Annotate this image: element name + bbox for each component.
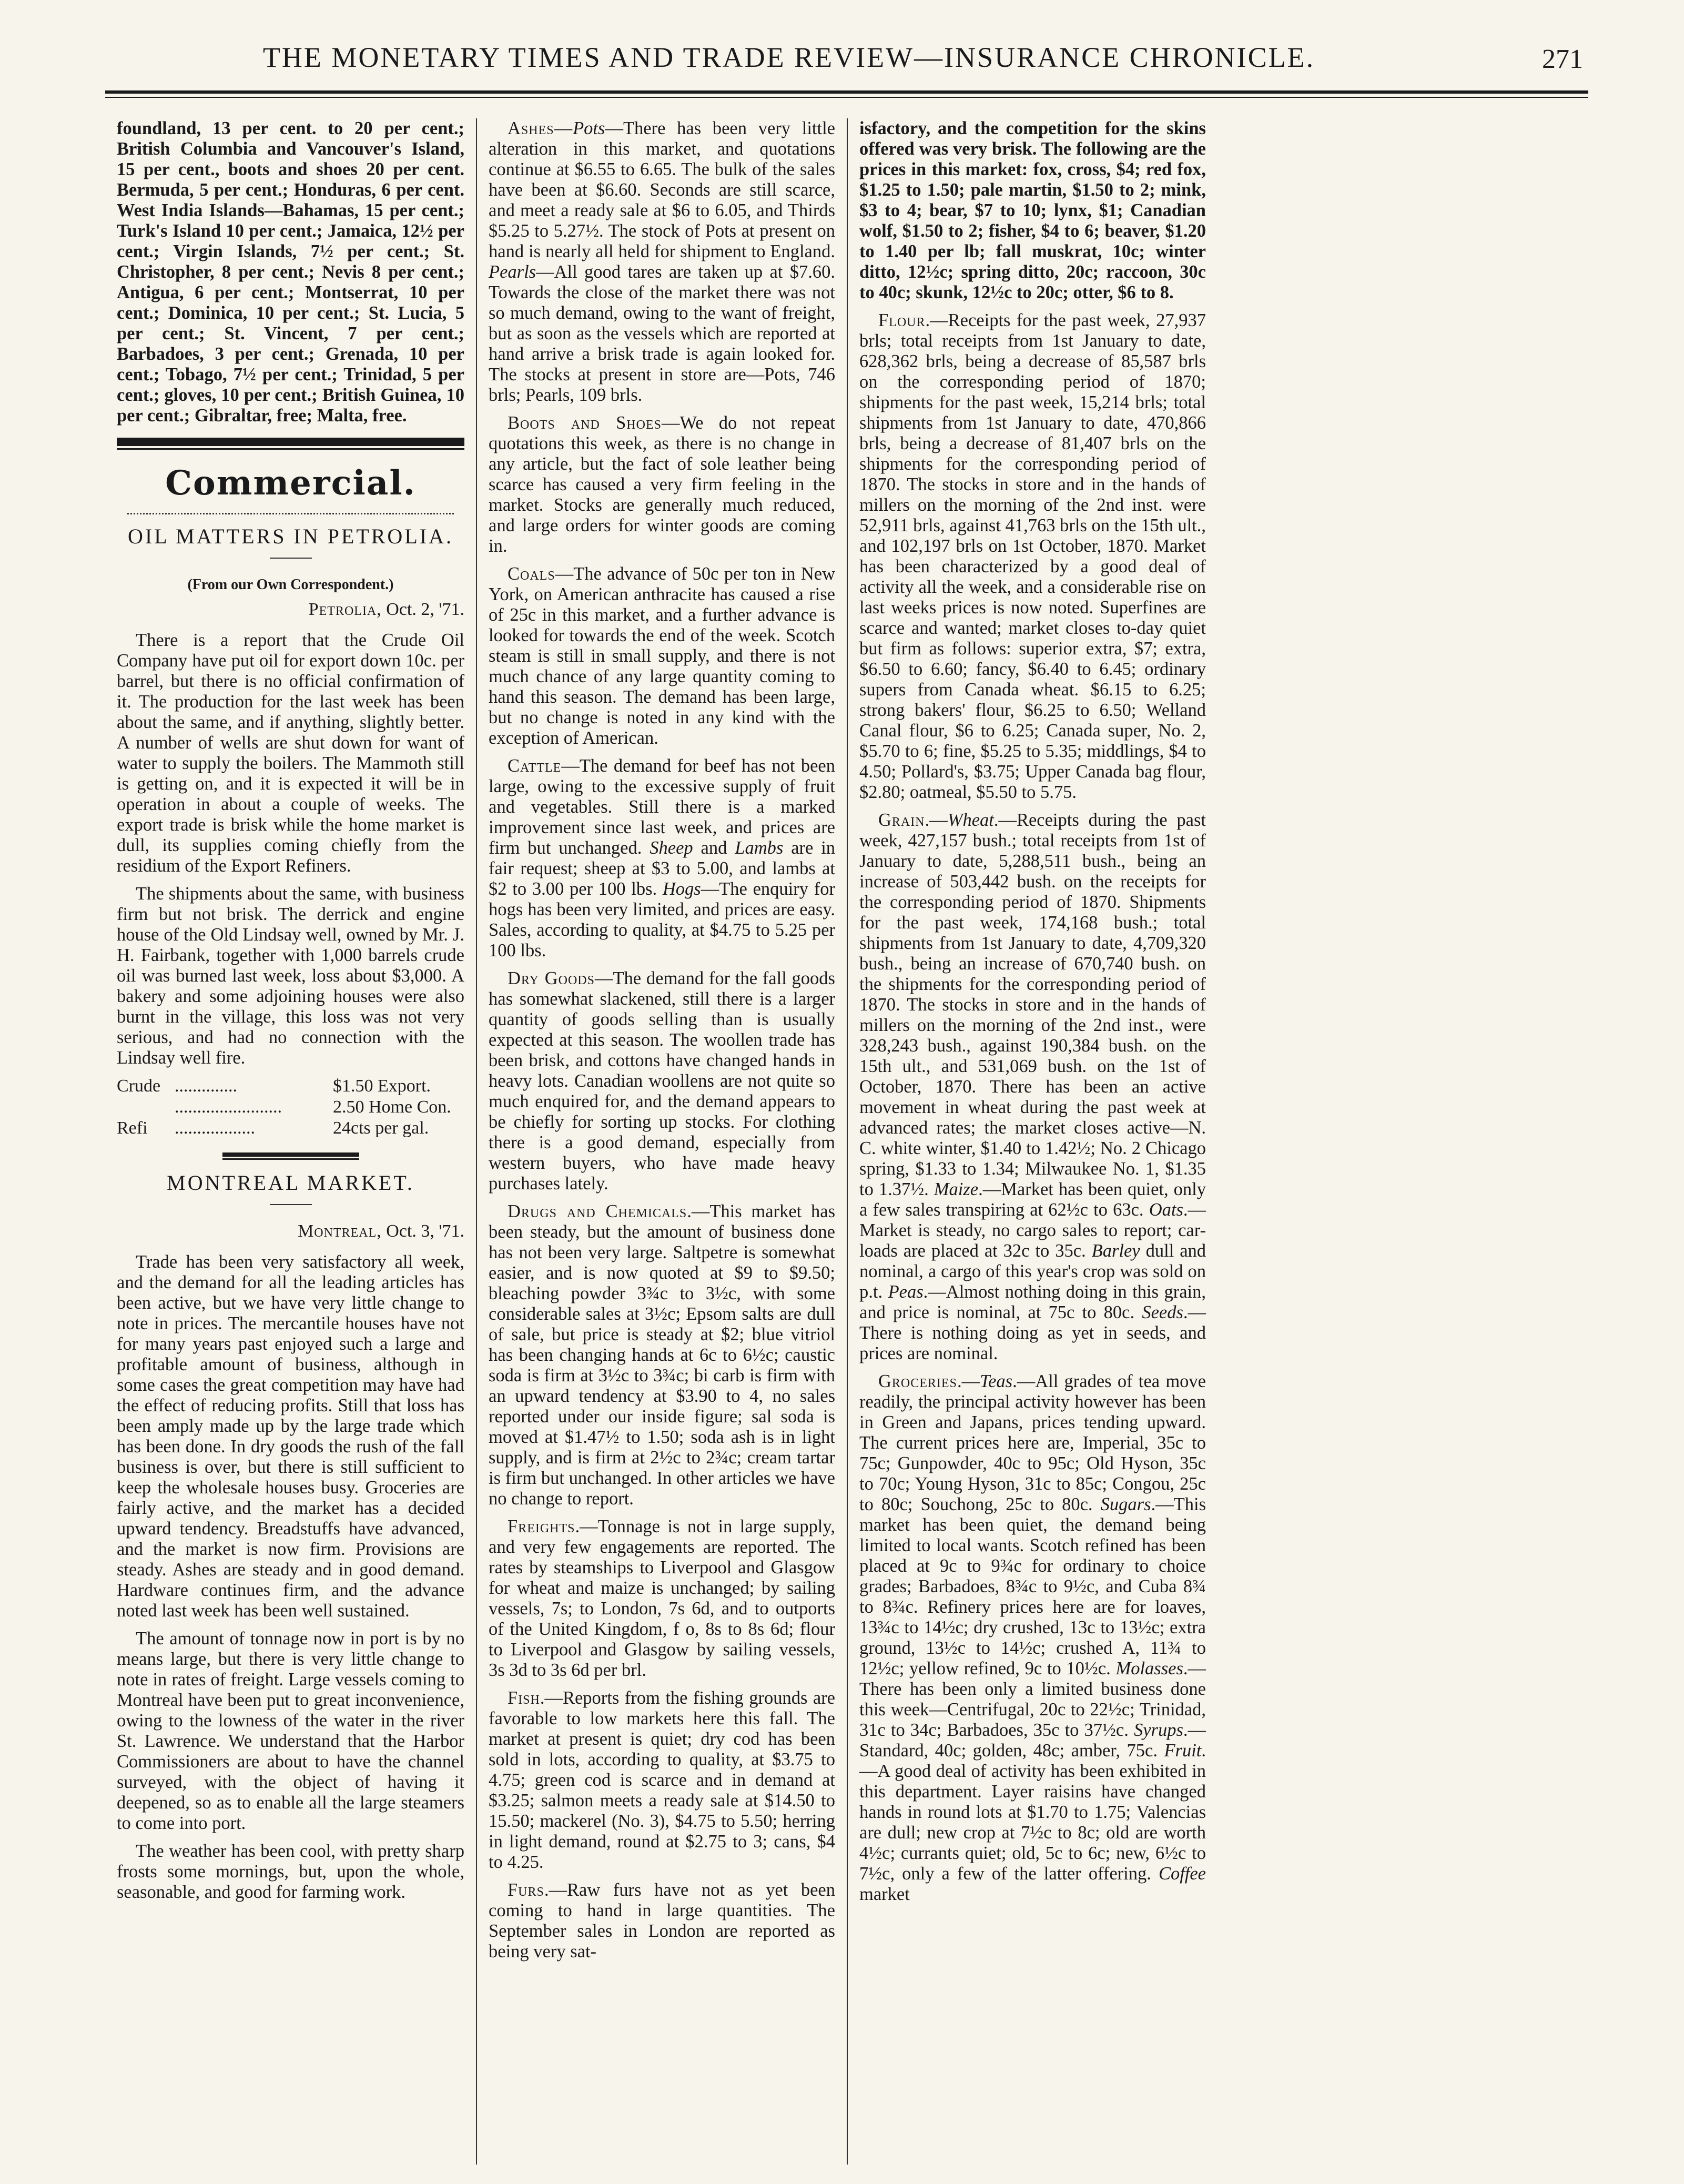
grain-text-2: .—Market has been quiet, only a few sales transpiring at 62½c to 63c.	[859, 1179, 1206, 1220]
drugs-heading: Drugs and Chemicals	[508, 1201, 687, 1221]
oil-price-row	[117, 1118, 464, 1139]
ashes-heading: Ashes—	[508, 118, 573, 138]
groceries-subheading-5: Fruit	[1164, 1741, 1202, 1761]
boots-text: —We do not repeat quotations this week, as there is no change in any article, but the fact of sole leather being scarce has caused a very firm feeling in the market. Stocks are generally much reduced, and large orders for winter goods are coming in.	[489, 413, 835, 556]
montreal-paragraph-1: Trade has been very satisfactory all week, and the demand for all the leading articles has been active, but we have very little change to note in prices. The mercantile houses have not for many years past enjoyed such a large and profitable amount of business, although in some cases the great competition may have had the effect of reducing profits. Still that loss has been amply made up by the large trade which has been done. In dry goods the rush of the fall business is over, but there is still sufficient to keep the wholesale houses busy. Groceries are fairly active, and the market has a decided upward tendency. Breadstuffs have advanced, and the market is now firm. Provisions are steady. Ashes are steady and in good demand. Hardware continues firm, and the advance noted last week has been well sustained.	[117, 1252, 464, 1621]
groceries-text-6: market	[859, 1884, 910, 1904]
furs-text: .—Raw furs have not as yet been coming to hand in large quantities. The September sales in London are reported as being very sat-	[489, 1880, 835, 1961]
grain-text: .—Receipts during the past week, 427,157 bush.; total receipts from 1st of January to date, 5,288,511 bush., being an increase of 503,442 bush. on the receipts for the corresponding period of 1870. Shipments for the past week, 174,168 bush.; total shipments from 1st January to date, 4,709,320 bush., being an increase of 670,740 bush. on the shipments for the corresponding period of 1870. The stocks in store and in the hands of millers on the morning of the 2nd inst., were 328,243 bush., against 190,384 bush. on the 15th ult., and 531,069 bush. on the 1st of October, 1870. There has been an active movement in wheat during the past week at advanced rates; the market closes active—N. C. white winter, $1.40 to 1.42½; No. 2 Chicago spring, $1.33 to 1.34; Milwaukee No. 1, $1.35 to 1.37½.	[859, 810, 1206, 1199]
page-header	[105, 37, 1588, 84]
cattle-text-3: —The enquiry for hogs has been very limited, and prices are easy. Sales, according to quality, at $4.75 to 5.25 per 100 lbs.	[489, 879, 835, 960]
oil-price-leader: ..............	[175, 1076, 237, 1096]
dry-goods-text: —The demand for the fall goods has somewhat slackened, still there is a larger quantity of goods selling than is usually expected at this season. The woollen trade has been brisk, and cottons have changed hands in heavy lots. Canadian woollens are not quite so much enquired for, and the demand appears to be chiefly for sorting up stocks. For clothing there is a good demand, especially from western buyers, who have made heavy purchases lately.	[489, 968, 835, 1194]
oil-price-label	[117, 1097, 175, 1118]
grain-subheading-5: Peas	[888, 1282, 924, 1302]
grain-subheading-4: Barley	[1091, 1241, 1140, 1261]
groceries-paragraph: Groceries.—Teas.—All grades of tea move readily, the principal activity however has been in Green and Japans, prices tending upward. The current prices here are, Imperial, 35c to 75c; Gunpowder, 40c to 95c; Old Hyson, 35c to 70c; Young Hyson, 31c to 85c; Congou, 25c to 80c; Souchong, 25c to 80c. Sugars.—This market has been quiet, the demand being limited to local wants. Scotch refined has been placed at 9c to 9¾c for ordinary to choice grades; Barbadoes, 8¾c to 9½c, and Cuba 8¾ to 8¾c. Refinery prices here are for loaves, 13¾c to 14½c; dry crushed, 13c to 13½c; extra ground, 13½c to 14½c; crushed A, 11¾ to 12½c; yellow refined, 9c to 10½c. Molasses.—There has been only a limited business done this week—Centrifugal, 20c to 22½c; Trinidad, 31c to 34c; Barbadoes, 35c to 37½c. Syrups.—Standard, 40c; golden, 48c; amber, 75c. Fruit.—A good deal of activity has been exhibited in this department. Layer raisins have changed hands in round lots at $1.70 to 1.75; Valencias are dull; new crop at 7½c to 8c; old are worth 4½c; currants quiet; old, 5c to 6c; new, 6½c to 7½c, only a few of the latter offering. Coffee market	[859, 1371, 1206, 1904]
groceries-subheading-4: Syrups	[1133, 1720, 1183, 1740]
section-rule-thin	[117, 448, 464, 450]
freights-paragraph	[489, 1516, 835, 1681]
grain-text-3: .—Market is steady, no cargo sales to report; car-loads are placed at 32c to 35c.	[859, 1200, 1206, 1261]
fish-text: .—Reports from the fishing grounds are favorable to low markets here this fall. The market at present is quiet; dry cod has been sold in lots, according to quality, at $3.75 to 4.75; green cod is scarce and in demand at $3.25; salmon meets a ready sale at $14.50 to 15.50; mackerel (No. 3), $4.75 to 5.50; herring in light demand, round at $2.75 to 3; cans, $4 to 4.25.	[489, 1688, 835, 1872]
coals-paragraph	[489, 564, 835, 749]
ashes-paragraph	[489, 118, 835, 406]
section-rule	[117, 438, 464, 446]
oil-price-value: $1.50 Export.	[333, 1076, 431, 1096]
ashes-text-2: —All good tares are taken up at $7.60. Towards the close of the market there was not so much demand, owing to the want of freight, but as soon as the vessels which are reported at hand arrive a brisk trade is again looked for. The stocks at present in store are—Pots, 746 brls; Pearls, 109 brls.	[489, 262, 835, 405]
montreal-paragraph-3: The weather has been cool, with pretty sharp frosts some mornings, but, upon the whole, seasonable, and good for farming work.	[117, 1841, 464, 1902]
oil-price-list	[117, 1076, 464, 1139]
grain-subheading: Wheat	[947, 810, 994, 830]
grain-text-4: dull and nominal, a cargo of this year's crop was sold on p.t.	[859, 1241, 1206, 1302]
article-title-montreal: MONTREAL MARKET.	[167, 1171, 414, 1195]
ashes-subheading: Pots	[573, 118, 605, 138]
running-title: THE MONETARY TIMES AND TRADE REVIEW—INSURANCE CHRONICLE.	[262, 42, 1315, 73]
ashes-subheading-2: Pearls	[489, 262, 536, 282]
fish-paragraph	[489, 1688, 835, 1873]
flour-text: .—Receipts for the past week, 27,937 brls; total receipts from 1st January to date, 628,362 brls, being a decrease of 85,587 brls on the corresponding period of 1870; shipments for the past week, 15,214 brls; total shipments from 1st January to date, 470,866 brls, being a decrease of 81,407 brls on the shipments for the corresponding period of 1870. The stocks in store and in the hands of millers on the morning of the 2nd inst. were 52,911 brls, against 41,763 brls on the 15th ult., and 102,197 brls on 1st October, 1870. Market has been characterized by a good deal of activity all the week, and a considerable rise on last weeks prices is now noted. Superfines are scarce and wanted; market closes to-day quiet but firm as follows: superior extra, $7; extra, $6.50 to 6.60; fancy, $6.40 to 6.45; ordinary supers from Canada wheat. $6.15 to 6.25; strong bakers' flour, $6.25 to 6.50; Welland Canal flour, $6 to 6.25; Canada super, No. 2, $5.70 to 6; fine, $5.25 to 5.35; middlings, $4 to 4.50; Pollard's, $3.75; Upper Canada bag flour, $2.80; oatmeal, $5.50 to 5.75.	[859, 310, 1206, 802]
groceries-text-5: .—A good deal of activity has been exhibited in this department. Layer raisins have changed hands in round lots at $1.70 to 1.75; Valencias are dull; new crop at 7½c to 8c; old are worth 4½c; currants quiet; old, 5c to 6c; new, 6½c to 7½c, only a few of the latter offering.	[859, 1741, 1206, 1884]
cattle-subheading-2: Lambs	[735, 838, 784, 858]
oil-price-label: Refi	[117, 1118, 148, 1138]
groceries-subheading: Teas	[980, 1371, 1013, 1391]
column-3	[847, 118, 1218, 2165]
flour-heading: Flour	[878, 310, 926, 330]
groceries-subheading-3: Molasses	[1115, 1659, 1183, 1679]
oil-paragraph-1: There is a report that the Crude Oil Company have put oil for export down 10c. per barrel, but there is no official confirmation of it. The production for the last week has been about the same, and if anything, slightly better. A number of wells are shut down for want of water to supply the boilers. The Mammoth still is getting on, and it is expected it will be in operation in about a couple of weeks. The export trade is brisk while the home market is dull, its supplies coming chiefly from the residium of the Export Refiners.	[117, 630, 464, 876]
fish-heading: Fish	[508, 1688, 540, 1708]
groceries-subheading-6: Coffee	[1158, 1864, 1206, 1884]
oil-price-row	[117, 1097, 464, 1118]
wavy-divider	[127, 508, 454, 514]
oil-price-value: 2.50 Home Con.	[333, 1097, 451, 1117]
groceries-subheading-2: Sugars	[1100, 1494, 1151, 1514]
grain-paragraph: Grain.—Wheat.—Receipts during the past week, 427,157 bush.; total receipts from 1st of January to date, 5,288,511 bush., being an increase of 503,442 bush. on the receipts for the corresponding period of 1870. Shipments for the past week, 174,168 bush.; total shipments from 1st January to date, 4,709,320 bush., being an increase of 670,740 bush. on the shipments for the corresponding period of 1870. The stocks in store and in the hands of millers on the morning of the 2nd inst., were 328,243 bush., against 190,384 bush. on the 15th ult., and 531,069 bush. on the 1st of October, 1870. There has been an active movement in wheat during the past week at advanced rates; the market closes active—N. C. white winter, $1.40 to 1.42½; No. 2 Chicago spring, $1.33 to 1.34; Milwaukee No. 1, $1.35 to 1.37½. Maize.—Market has been quiet, only a few sales transpiring at 62½c to 63c. Oats.—Market is steady, no cargo sales to report; car-loads are placed at 32c to 35c. Barley dull and nominal, a cargo of this year's crop was sold on p.t. Peas.—Almost nothing doing in this grain, and price is nominal, at 75c to 80c. Seeds.—There is nothing doing as yet in seeds, and prices are nominal.	[859, 810, 1206, 1363]
groceries-heading: Groceries	[878, 1371, 957, 1391]
grain-subheading-3: Oats	[1149, 1200, 1183, 1220]
furs-continued: isfactory, and the competition for the skins offered was very brisk. The following are the prices in this market: fox, cross, $4; red fox, $1.25 to 1.50; pale martin, $1.50 to 2; mink, $3 to 4; bear, $7 to 10; lynx, $1; Canadian wolf, $1.50 to 2; fisher, $4 to 6; beaver, $1.20 to 1.40 per lb; fall muskrat, 10c; winter ditto, 12½c; spring ditto, 20c; raccoon, 30c to 40c; skunk, 12½c to 20c; otter, $6 to 8.	[859, 118, 1206, 302]
grain-subheading-6: Seeds	[1142, 1302, 1183, 1322]
column-1	[105, 118, 476, 2165]
grain-subheading-2: Maize	[934, 1179, 979, 1199]
drugs-text: .—This market has been steady, but the amount of business done has not been very large. Saltpetre is somewhat easier, and is now quoted at $9 to $9.50; bleaching powder 3¾c to 3½c, with some considerable sales at 3½c; Epsom salts are dull of sale, but price is steady at $2; blue vitriol has been changing hands at 6c to 6½c; caustic soda is firm at 3½c to 3¾c; bi carb is firm with an upward tendency at $3.90 to 4, no sales reported under our inside figure; sal soda is moved at $1.47½ to 1.50; soda ash is in light supply, and is firm at 2½c to 2¾c; cream tartar is firm but unchanged. In other articles we have no change to report.	[489, 1201, 835, 1509]
dateline-place: Montreal,	[298, 1221, 382, 1241]
dry-goods-heading: Dry Goods	[508, 968, 595, 988]
oil-price-value: 24cts per gal.	[333, 1118, 429, 1138]
short-rule	[270, 1204, 312, 1205]
cattle-subheading: Sheep	[650, 838, 693, 858]
dateline-date: Oct. 2, '71.	[386, 600, 464, 619]
page-number: 271	[1542, 44, 1583, 74]
cattle-heading: Cattle	[508, 756, 562, 776]
furs-paragraph	[489, 1880, 835, 1962]
boots-paragraph	[489, 413, 835, 557]
dateline-place: Petrolia,	[308, 600, 382, 619]
article-divider	[222, 1152, 359, 1160]
section-title: Commercial.	[165, 463, 416, 503]
cattle-conjunction: and	[701, 838, 727, 858]
coals-heading: Coals	[508, 564, 555, 584]
boots-heading: Boots and Shoes	[508, 413, 662, 433]
cattle-paragraph	[489, 756, 835, 961]
grain-text-6: .—There is nothing doing as yet in seeds, and prices are nominal.	[859, 1302, 1206, 1363]
ashes-text: —There has been very little alteration in this market, and quotations continue at $6.55 to 6.65. The bulk of the sales have been at $6.60. Seconds are still scarce, and meet a ready sale at $6 to 6.05, and Thirds $5.25 to 5.27½. The stock of Pots at present on hand is nearly all held for shipment to England.	[489, 118, 835, 261]
cattle-text: —The demand for beef has not been large, owing to the excessive supply of fruit and vegetables. Still there is a marked improvement since last week, and prices are firm but unchanged.	[489, 756, 835, 858]
article-title-oil: OIL MATTERS IN PETROLIA.	[128, 524, 453, 548]
dateline-oil	[117, 599, 464, 620]
header-rule	[105, 90, 1588, 94]
groceries-text-2: .—This market has been quiet, the demand being limited to local wants. Scotch refined has been placed at 9c to 9¾c for ordinary to choice grades; Barbadoes, 8¾c to 9½c, and Cuba 8¾ to 8¾c. Refinery prices here are for loaves, 13¾c to 14½c; dry crushed, 13c to 13½c; extra ground, 13½c to 14½c; crushed A, 11¾ to 12½c; yellow refined, 9c to 10½c.	[859, 1494, 1206, 1679]
furs-heading: Furs	[508, 1880, 544, 1900]
oil-price-label: Crude	[117, 1076, 161, 1096]
grain-heading: Grain	[878, 810, 925, 830]
freights-heading: Freights	[508, 1516, 575, 1536]
groceries-text-4: .—Standard, 40c; golden, 48c; amber, 75c.	[859, 1720, 1206, 1761]
columns	[105, 118, 1588, 2165]
cattle-text-2: are in fair request; sheep at $3 to 5.00, and lambs at $2 to 3.00 per 100 lbs.	[489, 838, 836, 899]
oil-paragraph-2: The shipments about the same, with business firm but not brisk. The derrick and engine house of the Old Lindsay well, owned by Mr. J. H. Fairbank, together with 1,000 barrels crude oil was burned last week, loss about $3,000. A bakery and some adjoining houses were also burnt in the village, this loss was not very serious, and had no connection with the Lindsay well fire.	[117, 884, 464, 1068]
short-rule	[270, 558, 312, 559]
drugs-paragraph	[489, 1201, 835, 1509]
oil-price-row	[117, 1076, 464, 1097]
header-rule-thin	[105, 97, 1588, 98]
correspondent-note: (From our Own Correspondent.)	[187, 577, 394, 593]
dateline-montreal	[117, 1221, 464, 1241]
coals-text: —The advance of 50c per ton in New York, on American anthracite has caused a rise of 25c in this market, and a further advance is looked for towards the end of the week. Scotch steam is still in small supply, and there is not much chance of any large quantity coming to hand this season. The demand has been large, but no change is noted in any kind with the exception of American.	[489, 564, 835, 748]
groceries-text: .—All grades of tea move readily, the principal activity however has been in Green and Japans, prices tending upward. The current prices here are, Imperial, 35c to 75c; Gunpowder, 40c to 95c; Old Hyson, 35c to 70c; Young Hyson, 31c to 85c; Congou, 25c to 80c; Souchong, 25c to 80c.	[859, 1371, 1206, 1514]
column-2	[476, 118, 847, 2165]
dry-goods-paragraph	[489, 968, 835, 1194]
groceries-text-3: .—There has been only a limited business done this week—Centrifugal, 20c to 22½c; Trinidad, 31c to 34c; Barbadoes, 35c to 37½c.	[859, 1659, 1206, 1740]
dateline-date: Oct. 3, '71.	[386, 1221, 464, 1241]
freights-text: .—Tonnage is not in large supply, and very few engagements are reported. The rates by steamships to Liverpool and Glasgow for wheat and maize is unchanged; by sailing vessels, 7s; to London, 7s 6d, and to outports of the United Kingdom, f o, 8s to 8s 6d; flour to Liverpool and Glasgow by sailing vessels, 3s 3d to 3s 6d per brl.	[489, 1516, 835, 1680]
article-divider-thick	[222, 1152, 359, 1157]
oil-price-leader: ..................	[175, 1118, 255, 1138]
tariff-paragraph: foundland, 13 per cent. to 20 per cent.; British Columbia and Vancouver's Island, 15 per cent., boots and shoes 20 per cent. Bermuda, 5 per cent.; Honduras, 6 per cent. West India Islands—Bahamas, 15 per cent.; Turk's Island 10 per cent.; Jamaica, 12½ per cent.; Virgin Islands, 7½ per cent.; St. Christopher, 8 per cent.; Nevis 8 per cent.; Antigua, 6 per cent.; Montserrat, 10 per cent.; Dominica, 10 per cent.; St. Lucia, 5 per cent.; St. Vincent, 7 per cent.; Barbadoes, 3 per cent.; Grenada, 10 per cent.; Tobago, 7½ per cent.; Trinidad, 5 per cent.; gloves, 10 per cent.; British Guinea, 10 per cent.; Gibraltar, free; Malta, free.	[117, 118, 464, 426]
article-divider-thin	[222, 1158, 359, 1160]
flour-paragraph	[859, 310, 1206, 803]
montreal-paragraph-2: The amount of tonnage now in port is by no means large, but there is very little change to note in rates of freight. Large vessels coming to Montreal have been put to great inconvenience, owing to the lowness of the water in the river St. Lawrence. We understand that the Harbor Commissioners are about to have the channel surveyed, with the object of having it deepened, so as to enable all the large steamers to come into port.	[117, 1629, 464, 1833]
grain-text-5: .—Almost nothing doing in this grain, and price is nominal, at 75c to 80c.	[859, 1282, 1206, 1322]
oil-price-leader: ........................	[175, 1097, 282, 1117]
cattle-subheading-3: Hogs	[662, 879, 701, 899]
